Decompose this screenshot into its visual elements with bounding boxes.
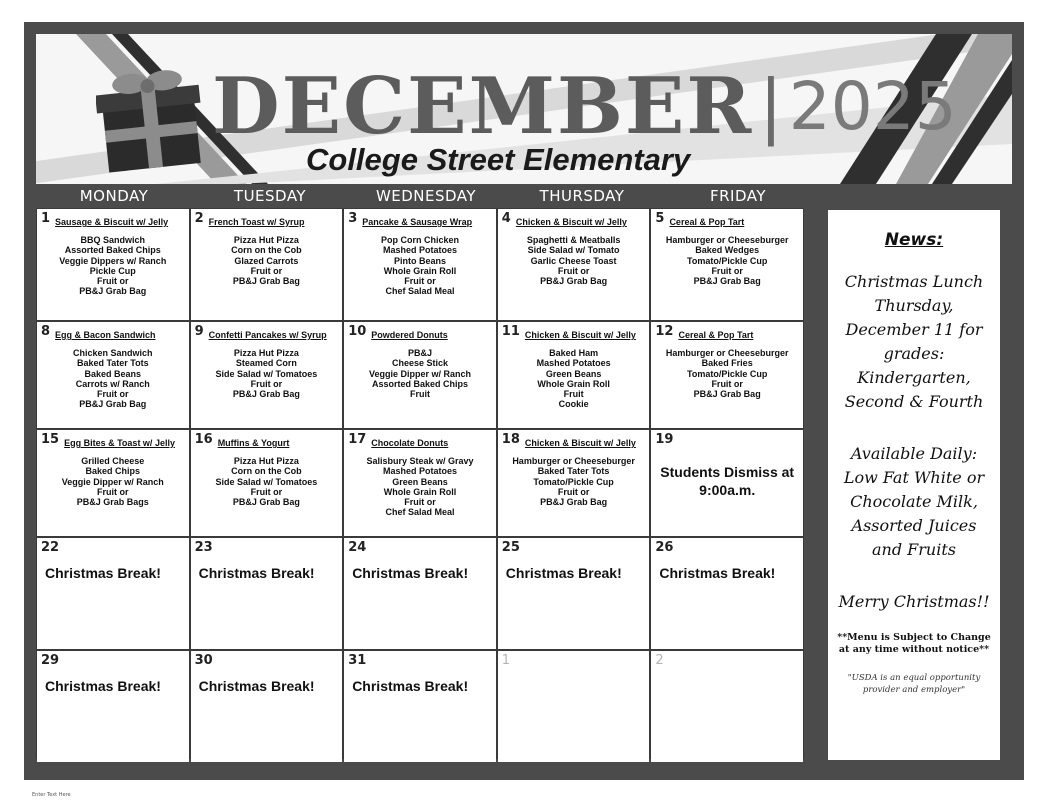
lunch-menu bbox=[195, 348, 339, 399]
day-number: 30 bbox=[194, 653, 213, 668]
lunch-item: Tomato/Pickle Cup bbox=[533, 476, 614, 487]
day-cell bbox=[37, 322, 189, 428]
lunch-item: Pop Corn Chicken bbox=[380, 235, 459, 245]
news-title: News: bbox=[884, 230, 944, 250]
day-number: 15 bbox=[41, 432, 60, 447]
lunch-item: Fruit or bbox=[250, 265, 283, 276]
breakfast-item: Chicken & Biscuit w/ Jelly bbox=[524, 438, 636, 448]
lunch-item: Fruit bbox=[409, 389, 430, 400]
lunch-item: Hamburger or Cheeseburger bbox=[512, 456, 635, 466]
day-cell-header bbox=[502, 433, 646, 453]
lunch-item: Fruit or bbox=[97, 486, 129, 497]
news-lunch-line: Thursday, bbox=[874, 296, 954, 315]
day-number: 2 bbox=[655, 653, 664, 668]
lunch-item: Fruit or bbox=[557, 486, 590, 497]
news-available-daily bbox=[828, 442, 1000, 562]
year-title: 2025 bbox=[788, 67, 957, 145]
news-available-line: Assorted Juices bbox=[851, 516, 977, 535]
day-cell bbox=[191, 538, 343, 649]
christmas-break-label: Christmas Break! bbox=[505, 565, 622, 581]
breakfast-item: Confetti Pancakes w/ Syrup bbox=[208, 330, 327, 340]
breakfast-item: Chicken & Biscuit w/ Jelly bbox=[515, 217, 627, 227]
day-cell-header bbox=[502, 541, 646, 561]
lunch-item: Spaghetti & Meatballs bbox=[526, 235, 621, 245]
lunch-item: Fruit or bbox=[97, 276, 129, 287]
day-cell bbox=[344, 651, 496, 762]
lunch-menu bbox=[41, 348, 185, 410]
day-cell bbox=[344, 322, 496, 428]
day-number: 11 bbox=[501, 324, 520, 339]
day-number: 10 bbox=[348, 324, 367, 339]
news-panel bbox=[828, 210, 1000, 760]
day-cell-header bbox=[41, 654, 185, 674]
breakfast-item: Cereal & Pop Tart bbox=[678, 330, 754, 340]
day-cell-header bbox=[41, 212, 185, 232]
breakfast-item: French Toast w/ Syrup bbox=[208, 217, 305, 227]
lunch-item: Green Beans bbox=[392, 476, 448, 487]
lunch-item: Baked Chips bbox=[85, 466, 141, 477]
day-cell bbox=[498, 322, 650, 428]
lunch-item: PB&J Grab Bag bbox=[232, 389, 300, 400]
day-cell bbox=[344, 209, 496, 320]
day-number: 31 bbox=[348, 653, 367, 668]
day-cell-header bbox=[41, 433, 185, 453]
day-cell bbox=[344, 430, 496, 536]
lunch-item: Baked Wedges bbox=[695, 245, 760, 256]
day-cell bbox=[498, 430, 650, 536]
lunch-menu bbox=[502, 348, 646, 410]
day-cell-header bbox=[655, 654, 799, 674]
day-cell-header bbox=[348, 654, 492, 674]
lunch-menu bbox=[348, 348, 492, 399]
day-cell bbox=[37, 651, 189, 762]
lunch-item: PB&J Grab Bag bbox=[79, 286, 147, 297]
lunch-item: Corn on the Cob bbox=[231, 466, 302, 477]
lunch-item: Whole Grain Roll bbox=[383, 486, 457, 497]
news-lunch-line: Kindergarten, bbox=[857, 368, 971, 387]
lunch-menu bbox=[348, 456, 492, 518]
day-cell-header bbox=[348, 325, 492, 345]
day-number: 3 bbox=[348, 211, 358, 226]
footnote-placeholder: Enter Text Here bbox=[32, 792, 71, 798]
day-cell bbox=[651, 538, 803, 649]
day-cell bbox=[191, 322, 343, 428]
day-tuesday: TUESDAY bbox=[233, 187, 307, 205]
day-number: 18 bbox=[501, 432, 520, 447]
lunch-item: Pickle Cup bbox=[89, 265, 136, 276]
lunch-item: PB&J Grab Bag bbox=[232, 497, 300, 508]
news-lunch-line: Christmas Lunch bbox=[844, 272, 984, 291]
gift-box-icon bbox=[96, 66, 204, 174]
lunch-item: Whole Grain Roll bbox=[537, 378, 610, 389]
lunch-item: Mashed Potatoes bbox=[382, 245, 457, 256]
day-cell-header bbox=[41, 541, 185, 561]
day-cell-header bbox=[655, 325, 799, 345]
news-lunch-line: Second & Fourth bbox=[844, 392, 984, 411]
lunch-item: Tomato/Pickle Cup bbox=[687, 368, 768, 379]
lunch-item: Fruit or bbox=[557, 265, 590, 276]
breakfast-item: Egg & Bacon Sandwich bbox=[55, 330, 156, 340]
lunch-item: Baked Fries bbox=[701, 358, 753, 369]
news-available-line: and Fruits bbox=[872, 540, 956, 559]
lunch-item: PB&J bbox=[407, 348, 432, 358]
lunch-item: Baked Ham bbox=[549, 348, 599, 358]
lunch-item: Side Salad w/ Tomatoes bbox=[215, 368, 318, 379]
lunch-item: Fruit bbox=[563, 389, 584, 400]
lunch-item: Pizza Hut Pizza bbox=[233, 348, 299, 358]
day-number: 8 bbox=[41, 324, 51, 339]
title-divider: | bbox=[759, 65, 783, 147]
lunch-item: PB&J Grab Bag bbox=[540, 276, 608, 287]
breakfast-item: Cereal & Pop Tart bbox=[669, 217, 745, 227]
day-cell bbox=[37, 538, 189, 649]
lunch-item: Fruit or bbox=[250, 486, 283, 497]
day-cell-header bbox=[195, 654, 339, 674]
lunch-item: Garlic Cheese Toast bbox=[530, 255, 617, 266]
lunch-item: Pinto Beans bbox=[393, 255, 446, 266]
lunch-item: Side Salad w/ Tomatoes bbox=[215, 476, 318, 487]
lunch-item: Assorted Baked Chips bbox=[64, 245, 161, 256]
day-number: 25 bbox=[501, 540, 520, 555]
day-cell bbox=[37, 209, 189, 320]
news-lunch-line: grades: bbox=[883, 344, 945, 363]
lunch-menu bbox=[348, 235, 492, 297]
lunch-item: Cheese Stick bbox=[391, 358, 448, 369]
day-cell bbox=[651, 322, 803, 428]
calendar-frame bbox=[24, 22, 1024, 780]
christmas-break-label: Christmas Break! bbox=[198, 565, 315, 581]
day-cell-header bbox=[348, 212, 492, 232]
lunch-item: Fruit or bbox=[250, 378, 283, 389]
lunch-menu bbox=[502, 456, 646, 507]
day-number: 2 bbox=[194, 211, 204, 226]
day-cell-header bbox=[195, 433, 339, 453]
day-cell-header bbox=[195, 541, 339, 561]
lunch-item: Green Beans bbox=[545, 368, 602, 379]
breakfast-item: Muffins & Yogurt bbox=[217, 438, 290, 448]
day-number: 9 bbox=[194, 324, 204, 339]
lunch-menu bbox=[502, 235, 646, 286]
day-cell-header bbox=[348, 541, 492, 561]
menu-disclaimer: **Menu is Subject to Change at any time without notice** bbox=[837, 632, 991, 655]
lunch-item: Fruit or bbox=[404, 276, 436, 287]
lunch-item: Glazed Carrots bbox=[234, 255, 299, 266]
day-number: 19 bbox=[655, 432, 674, 447]
lunch-item: PB&J Grab Bag bbox=[693, 276, 761, 287]
weekday-header bbox=[36, 184, 816, 208]
lunch-item: Steamed Corn bbox=[235, 358, 297, 369]
lunch-menu bbox=[655, 235, 799, 286]
day-monday: MONDAY bbox=[79, 187, 149, 205]
lunch-item: Salisbury Steak w/ Gravy bbox=[366, 456, 474, 466]
day-number: 1 bbox=[501, 653, 511, 668]
day-cell-header bbox=[655, 433, 799, 453]
christmas-break-label: Christmas Break! bbox=[45, 678, 161, 694]
breakfast-item: Chicken & Biscuit w/ Jelly bbox=[524, 330, 636, 340]
day-cell bbox=[651, 430, 803, 536]
news-greeting: Merry Christmas!! bbox=[838, 592, 990, 611]
day-number: 12 bbox=[655, 324, 674, 339]
day-cell-header bbox=[655, 541, 799, 561]
lunch-item: PB&J Grab Bags bbox=[76, 497, 149, 508]
lunch-item: PB&J Grab Bag bbox=[79, 399, 147, 410]
lunch-item: Pizza Hut Pizza bbox=[233, 235, 299, 245]
day-number: 17 bbox=[348, 432, 367, 447]
lunch-menu bbox=[655, 348, 799, 399]
school-name: College Street Elementary bbox=[306, 142, 691, 177]
day-cell-header bbox=[41, 325, 185, 345]
lunch-item: Fruit or bbox=[711, 378, 743, 389]
day-cell-header bbox=[502, 212, 646, 232]
breakfast-item: Chocolate Donuts bbox=[371, 438, 449, 448]
lunch-item: Baked Beans bbox=[84, 368, 142, 379]
day-number: 29 bbox=[41, 653, 60, 668]
lunch-item: Hamburger or Cheeseburger bbox=[665, 348, 789, 358]
month-year-heading bbox=[212, 58, 957, 154]
lunch-item: Side Salad w/ Tomato bbox=[527, 245, 620, 256]
lunch-item: Veggie Dippers w/ Ranch bbox=[59, 255, 167, 266]
day-cell bbox=[191, 430, 343, 536]
day-cell-header bbox=[195, 212, 339, 232]
christmas-break-label: Christmas Break! bbox=[352, 565, 469, 581]
christmas-break-label: Christmas Break! bbox=[198, 678, 315, 694]
day-cell bbox=[498, 209, 650, 320]
christmas-break-label: Christmas Break! bbox=[45, 565, 161, 581]
breakfast-item: Powdered Donuts bbox=[371, 330, 448, 340]
lunch-item: Whole Grain Roll bbox=[383, 265, 457, 276]
lunch-item: Fruit or bbox=[404, 497, 436, 508]
day-cell bbox=[191, 209, 343, 320]
month-title: DECEMBER bbox=[212, 60, 754, 152]
lunch-item: Carrots w/ Ranch bbox=[75, 378, 150, 389]
christmas-break-label: Christmas Break! bbox=[352, 678, 469, 694]
lunch-item: Tomato/Pickle Cup bbox=[687, 255, 768, 266]
day-friday: FRIDAY bbox=[709, 187, 767, 205]
lunch-item: Chef Salad Meal bbox=[385, 507, 455, 518]
day-cell-header bbox=[502, 325, 646, 345]
lunch-item: Veggie Dipper w/ Ranch bbox=[368, 368, 471, 379]
day-number: 26 bbox=[655, 540, 674, 555]
day-number: 1 bbox=[41, 211, 51, 226]
lunch-menu bbox=[41, 456, 185, 507]
lunch-item: Grilled Cheese bbox=[81, 456, 145, 466]
day-wednesday: WEDNESDAY bbox=[375, 187, 477, 205]
news-lunch-event bbox=[828, 270, 1000, 414]
lunch-item: Mashed Potatoes bbox=[382, 466, 457, 477]
christmas-break-label: Christmas Break! bbox=[659, 565, 776, 581]
lunch-item: BBQ Sandwich bbox=[80, 235, 146, 245]
day-cell bbox=[344, 538, 496, 649]
day-number: 5 bbox=[655, 211, 665, 226]
news-available-line: Low Fat White or bbox=[843, 468, 985, 487]
header-banner bbox=[36, 34, 1012, 184]
day-cell bbox=[651, 209, 803, 320]
lunch-item: PB&J Grab Bag bbox=[693, 389, 761, 400]
lunch-item: Fruit or bbox=[97, 389, 129, 400]
calendar-grid bbox=[36, 208, 804, 759]
day-cell-header bbox=[502, 654, 646, 674]
lunch-item: Mashed Potatoes bbox=[536, 358, 611, 369]
day-cell bbox=[651, 651, 803, 762]
day-number: 4 bbox=[501, 211, 511, 226]
breakfast-item: Egg Bites & Toast w/ Jelly bbox=[64, 438, 175, 448]
day-cell-header bbox=[348, 433, 492, 453]
day-cell bbox=[498, 651, 650, 762]
news-lunch-line: December 11 for bbox=[845, 320, 983, 339]
day-cell-header bbox=[655, 212, 799, 232]
day-number: 24 bbox=[348, 540, 367, 555]
day-number: 16 bbox=[194, 432, 213, 447]
day-cell bbox=[191, 651, 343, 762]
news-available-line: Chocolate Milk, bbox=[850, 492, 978, 511]
day-number: 23 bbox=[194, 540, 213, 555]
breakfast-item: Sausage & Biscuit w/ Jelly bbox=[55, 217, 169, 227]
lunch-item: PB&J Grab Bag bbox=[540, 497, 608, 508]
dismissal-notice: Students Dismiss at 9:00a.m. bbox=[660, 464, 795, 498]
lunch-item: Chef Salad Meal bbox=[385, 286, 455, 297]
lunch-item: Chicken Sandwich bbox=[73, 348, 153, 358]
lunch-item: Baked Tater Tots bbox=[537, 466, 610, 477]
lunch-item: Baked Tater Tots bbox=[76, 358, 149, 369]
lunch-item: Veggie Dipper w/ Ranch bbox=[61, 476, 164, 487]
day-thursday: THURSDAY bbox=[539, 187, 625, 205]
lunch-item: Pizza Hut Pizza bbox=[233, 456, 299, 466]
lunch-item: Fruit or bbox=[711, 265, 743, 276]
day-cell bbox=[498, 538, 650, 649]
day-cell bbox=[37, 430, 189, 536]
breakfast-item: Pancake & Sausage Wrap bbox=[362, 217, 473, 227]
lunch-item: Cookie bbox=[558, 399, 589, 410]
day-cell-header bbox=[195, 325, 339, 345]
usda-statement: "USDA is an equal opportunity provider and employer" bbox=[847, 673, 981, 695]
lunch-item: Corn on the Cob bbox=[231, 245, 302, 256]
news-available-line: Available Daily: bbox=[850, 444, 978, 463]
lunch-menu bbox=[195, 235, 339, 286]
lunch-item: Hamburger or Cheeseburger bbox=[665, 235, 789, 245]
lunch-item: PB&J Grab Bag bbox=[232, 276, 300, 287]
lunch-menu bbox=[41, 235, 185, 297]
day-number: 22 bbox=[41, 540, 60, 555]
lunch-item: Assorted Baked Chips bbox=[371, 378, 468, 389]
lunch-menu bbox=[195, 456, 339, 507]
